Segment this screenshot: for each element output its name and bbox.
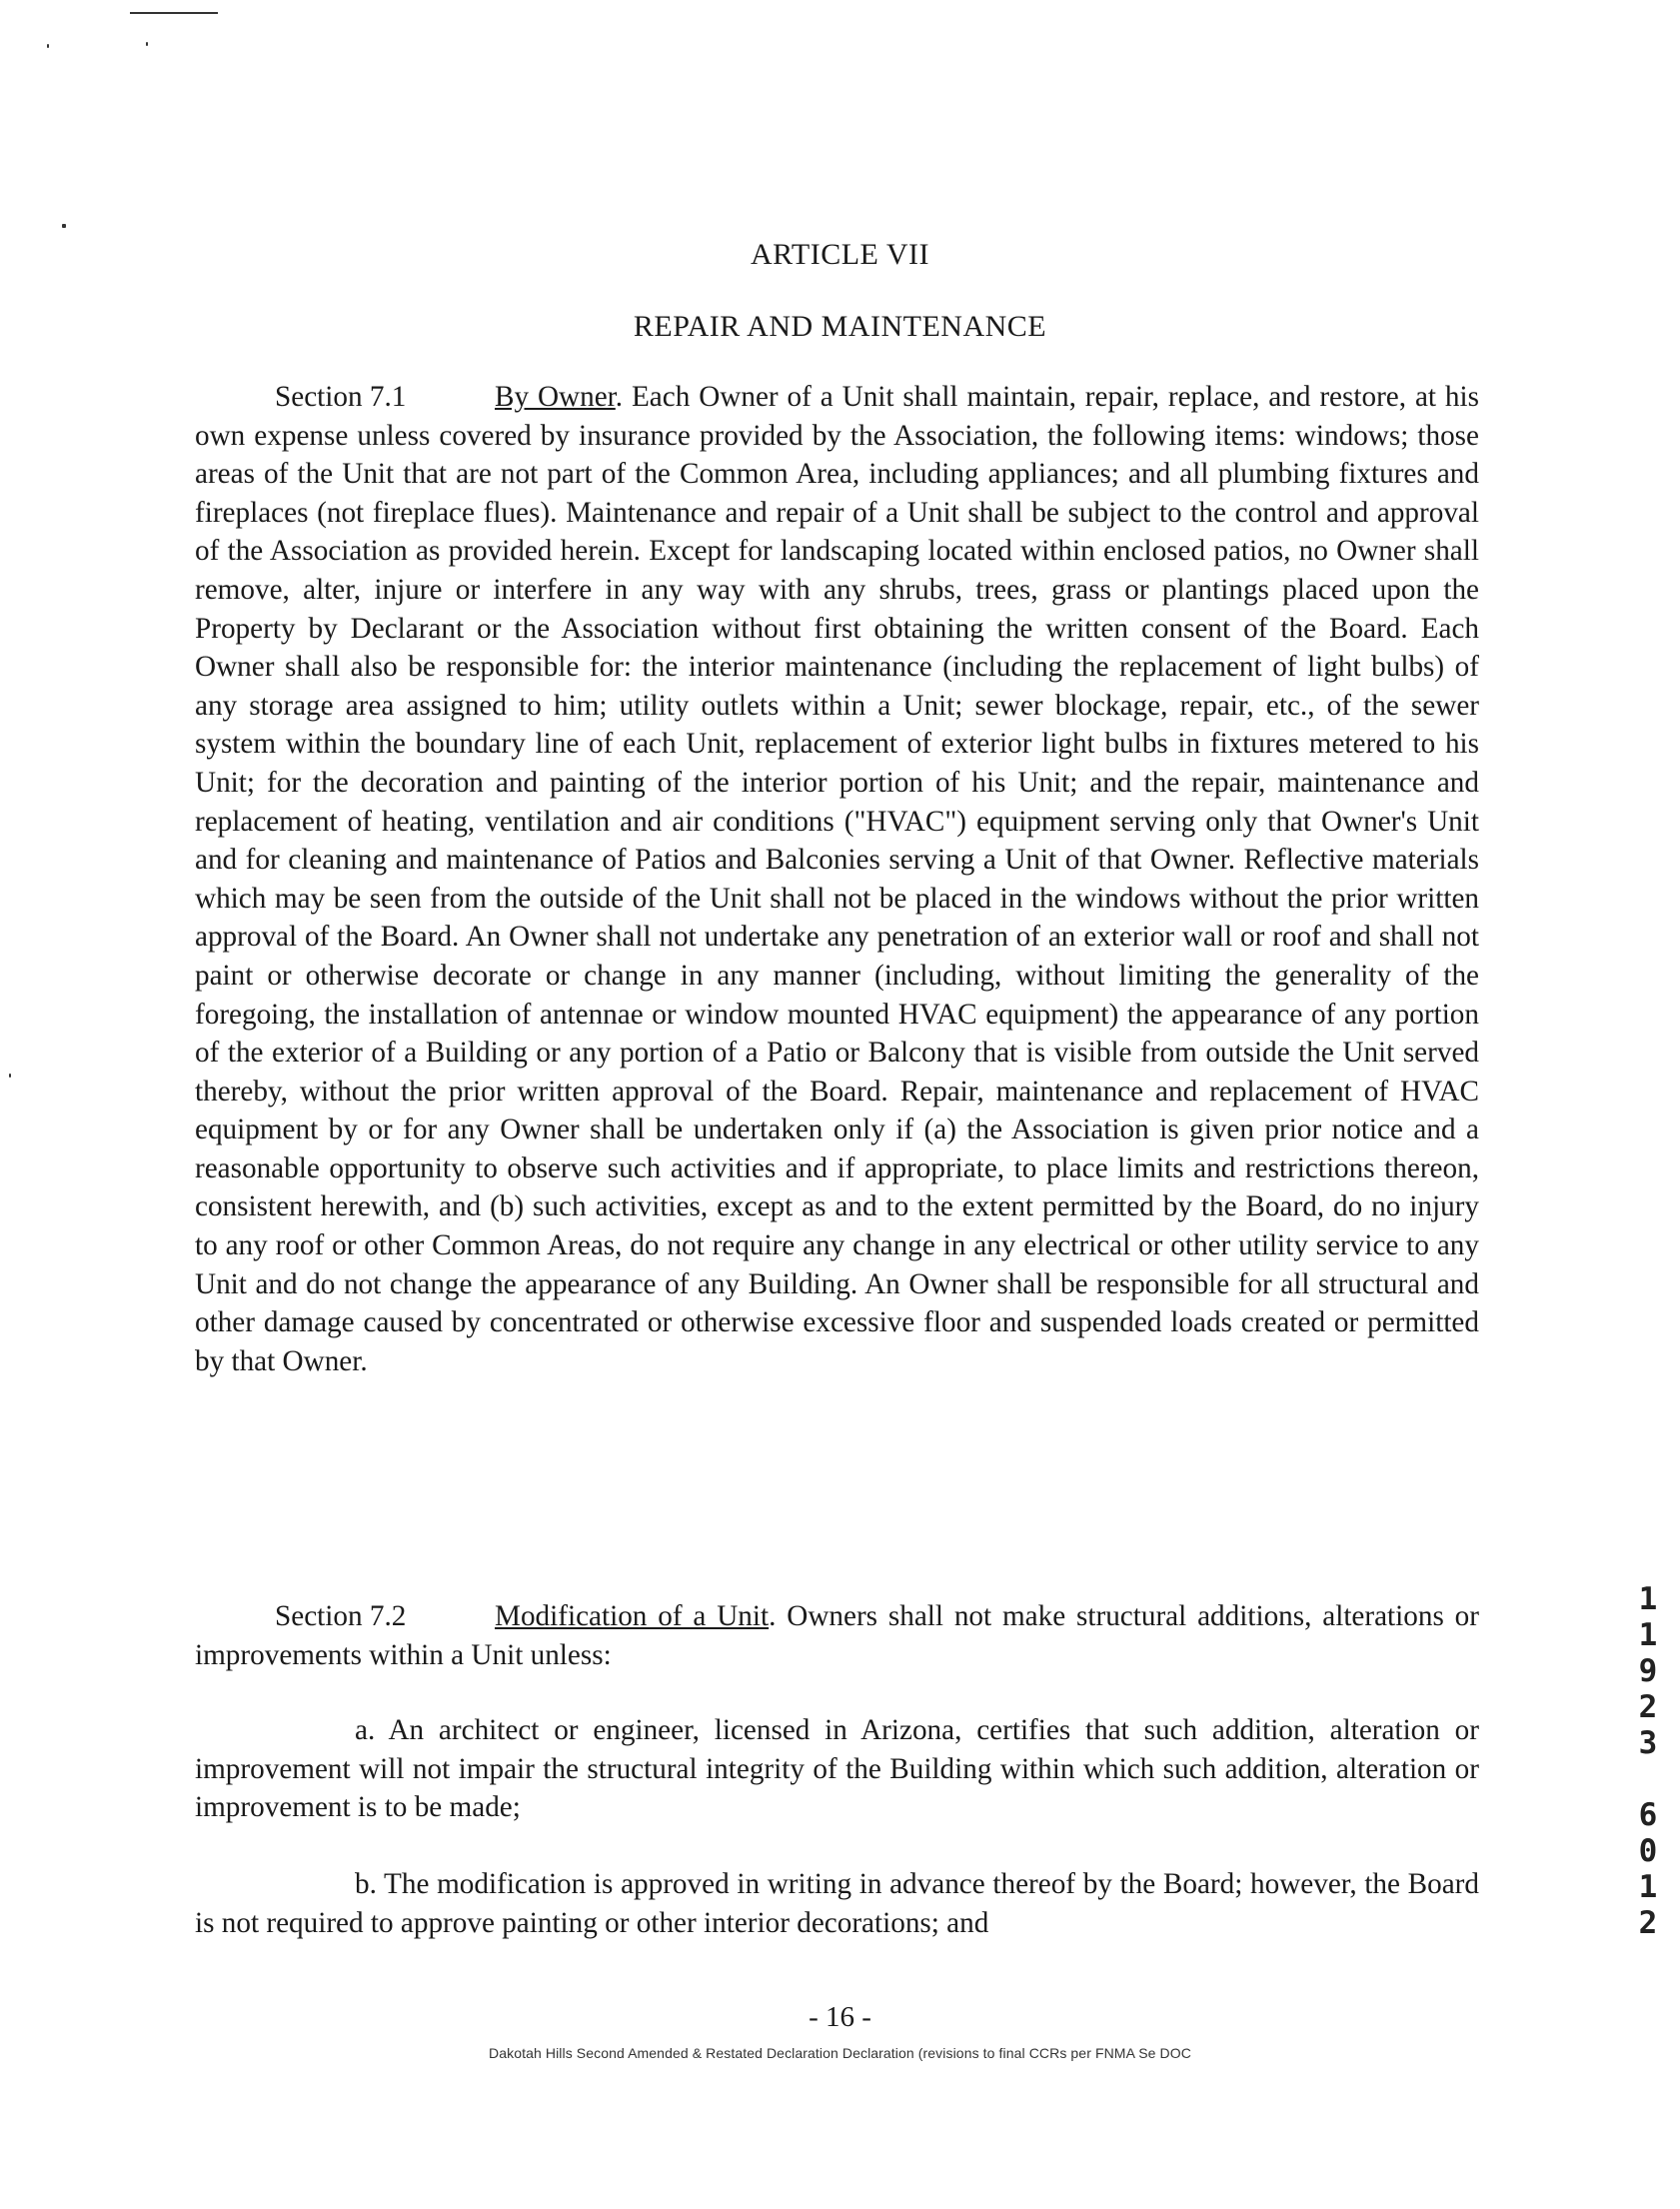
section-7-2 (195, 1597, 1479, 1674)
stamp-digit: 6 (1638, 1797, 1658, 1833)
article-number: ARTICLE VII (751, 238, 929, 271)
stamp-digit: 1 (1638, 1581, 1658, 1617)
section-label: Section 7.2 (275, 1600, 407, 1632)
stamp-digit: 3 (1638, 1725, 1658, 1761)
page-number: - 16 - (809, 2001, 871, 2033)
subitem-text: a. An architect or engineer, licensed in Arizona, certifies that such addition, alteration or improvement will not impair the structural integrity of the Building within which such addition, alteration or improvement is to be made; (195, 1714, 1479, 1824)
section-body: . Owners shall not make structural additions, alterations or improvements within a Unit unless: (195, 1600, 1479, 1671)
subitem-a (195, 1711, 1479, 1827)
stamp-digit: 0 (1638, 1833, 1658, 1869)
subitem-b (195, 1865, 1479, 1942)
recording-stamp (1631, 1581, 1665, 1941)
section-body: . Each Owner of a Unit shall maintain, repair, replace, and restore, at his own expense unless covered by insurance provided by the Association, the following items: windows; those areas of the Unit that are not part of the Common Area, including appliances; and all plumbing fixtures and fireplaces (not fireplace flues). Maintenance and repair of a Unit shall be subject to the control and approval of the Association as provided herein. Except for landscaping located within enclosed patios, no Owner shall remove, alter, injure or interfere in any way with any shrubs, trees, grass or plantings placed upon the Property by Declarant or the Association without first obtaining the written consent of the Board. Each Owner shall also be responsible for: the interior maintenance (including the replacement of light bulbs) of any storage area assigned to him; utility outlets within a Unit; sewer blockage, repair, etc., of the sewer system within the boundary line of each Unit, replacement of exterior light bulbs in fixtures metered to his Unit; for the decoration and painting of the interior portion of his Unit; and the repair, maintenance and replacement of heating, ventilation and air conditions ("HVAC") equipment serving only that Owner's Unit and for cleaning and maintenance of Patios and Balconies serving a Unit of that Owner. Reflective materials which may be seen from the outside of the Unit shall not be placed in the windows without the prior written approval of the Board. An Owner shall not undertake any penetration of an exterior wall or roof and shall not paint or otherwise decorate or change in any manner (including, without limiting the generality of the foregoing, the installation of antennae or window mounted HVAC equipment) the appearance of any portion of the exterior of a Building or any portion of a Patio or Balcony that is visible from outside the Unit served thereby, without the prior written approval of the Board. Repair, maintenance and replacement of HVAC equipment by or for any Owner shall be undertaken only if (a) the Association is given prior notice and a reasonable opportunity to observe such activities and if appropriate, to place limits and restrictions thereon, consistent herewith, and (b) such activities, except as and to the extent permitted by the Board, do no injury to any roof or other Common Areas, do not require any change in any electrical or other utility service to any Unit and do not change the appearance of any Building. An Owner shall be responsible for all structural and other damage caused by concentrated or otherwise excessive floor and suspended loads created or permitted by that Owner. (195, 381, 1479, 1377)
article-title: REPAIR AND MAINTENANCE (633, 310, 1047, 343)
stamp-digit: 2 (1638, 1905, 1658, 1941)
stamp-digit: 9 (1638, 1653, 1658, 1689)
scan-mark-line (130, 12, 218, 14)
document-footer: Dakotah Hills Second Amended & Restated Declaration Declaration (revisions to final CCRs per FNMA Se DOC (489, 2045, 1191, 2061)
stamp-digit: 2 (1638, 1689, 1658, 1725)
section-heading: Modification of a Unit (495, 1600, 770, 1632)
subitem-text: b. The modification is approved in writing in advance thereof by the Board; however, the Board is not required to approve painting or other interior decorations; and (195, 1868, 1479, 1939)
section-7-1 (195, 378, 1479, 1380)
section-label: Section 7.1 (275, 381, 407, 413)
scan-speck (9, 1074, 11, 1078)
stamp-digit: 1 (1638, 1869, 1658, 1905)
scan-speck (146, 42, 148, 46)
stamp-digit: 1 (1638, 1617, 1658, 1653)
section-heading: By Owner (495, 381, 616, 413)
scan-speck (62, 224, 66, 228)
scan-speck (47, 44, 49, 48)
